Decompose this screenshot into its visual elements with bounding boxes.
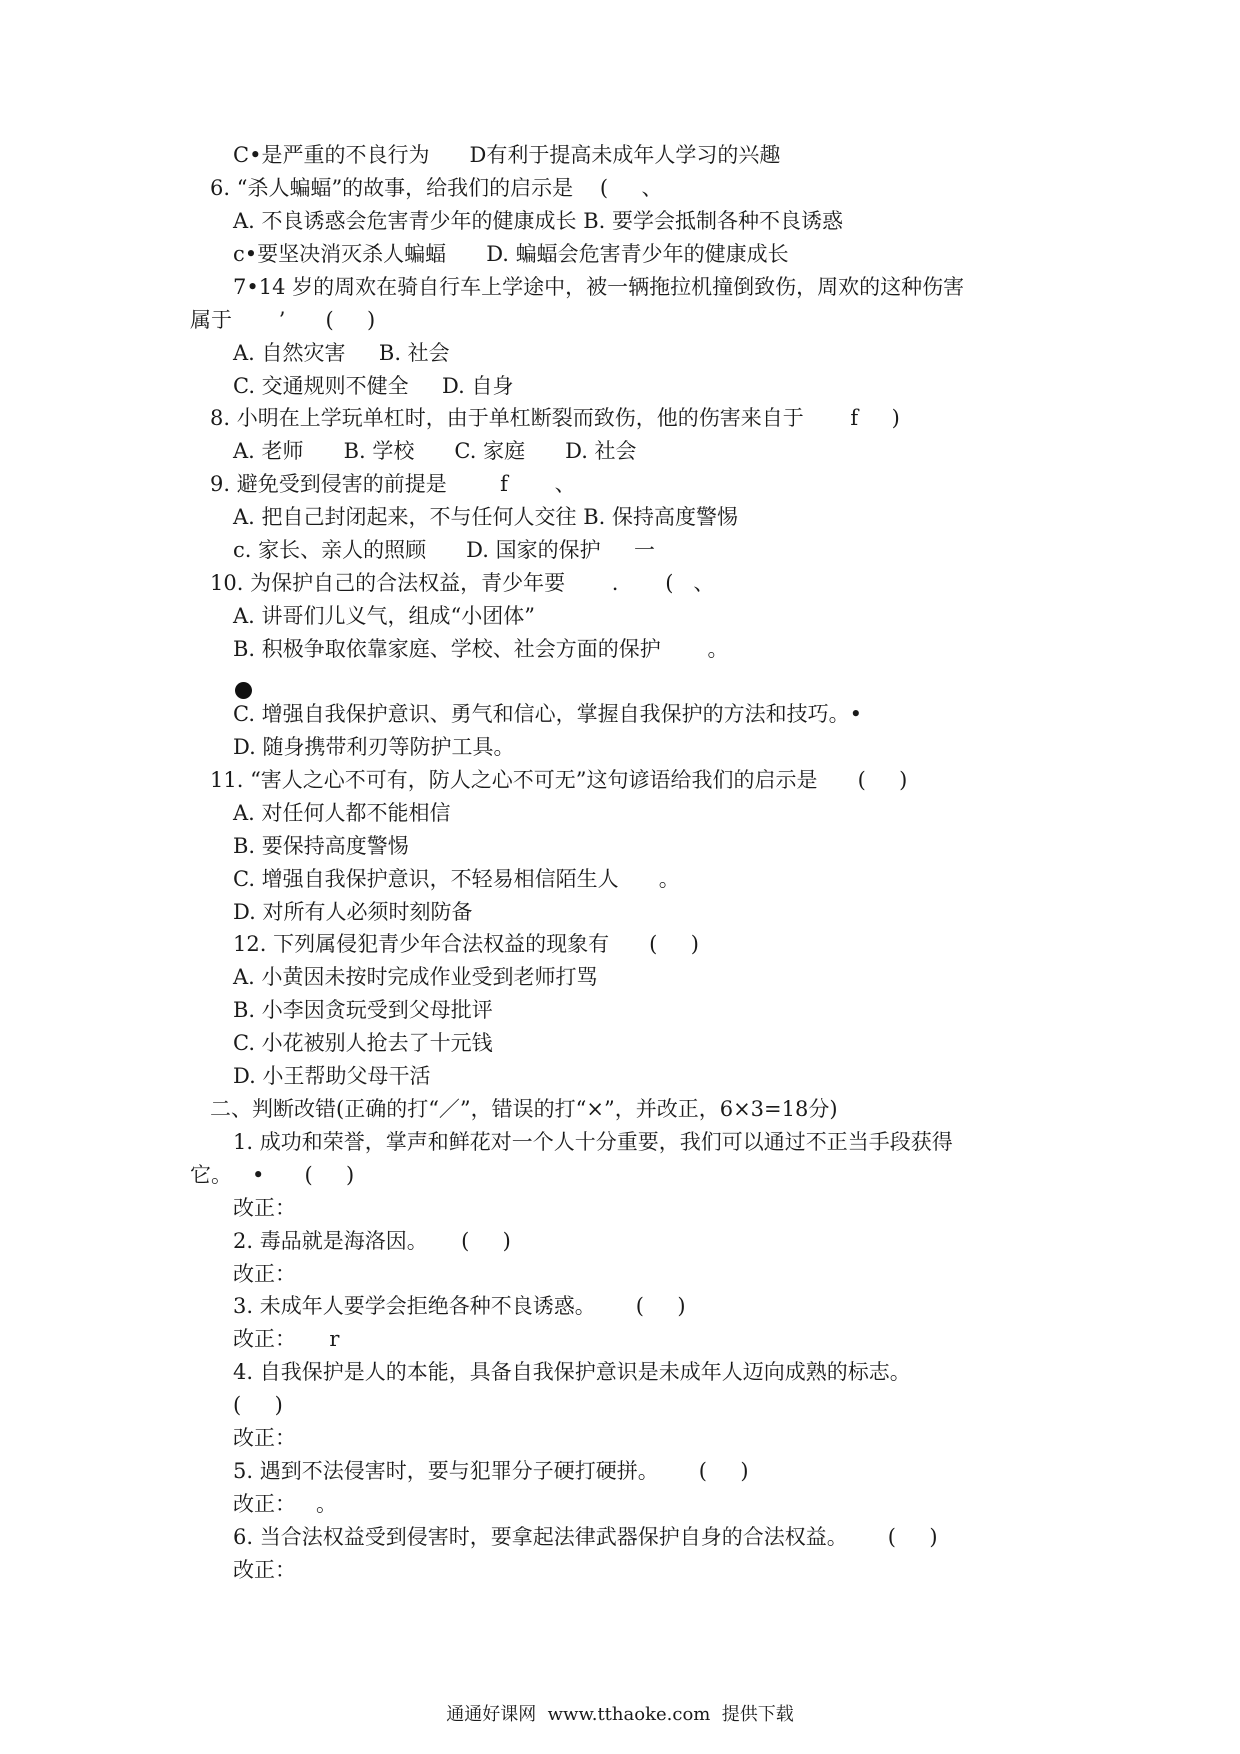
- text-line: D. 随身携带利刃等防护工具。: [233, 735, 515, 759]
- text-line: 2. 毒品就是海洛因。 ( ): [233, 1229, 511, 1253]
- text-line: C•是严重的不良行为 D有利于提高未成年人学习的兴趣: [233, 143, 781, 167]
- text-line: 改正：: [233, 1262, 296, 1286]
- text-line: 10. 为保护自己的合法权益，青少年要 . ( 、: [210, 571, 715, 595]
- text-line: 改正： r: [233, 1327, 340, 1351]
- text-line: 12. 下列属侵犯青少年合法权益的现象有 ( ): [233, 932, 699, 956]
- text-line: 属于 ’ ( ): [190, 308, 376, 332]
- text-line: c. 家长、亲人的照顾 D. 国家的保护 一: [233, 538, 655, 562]
- text-line: 改正： 。: [233, 1492, 338, 1516]
- text-line: 9. 避免受到侵害的前提是 f 、: [210, 472, 576, 496]
- text-line: ( ): [233, 1393, 283, 1417]
- page-footer: 通通好课网 www.tthaoke.com 提供下载: [446, 1704, 794, 1725]
- text-line: 7•14 岁的周欢在骑自行车上学途中，被一辆拖拉机撞倒致伤，周欢的这种伤害: [233, 275, 965, 299]
- text-line: C. 小花被别人抢去了十元钱: [233, 1031, 493, 1055]
- text-line: 改正：: [233, 1426, 296, 1450]
- text-line: 改正：: [233, 1558, 296, 1582]
- text-line: B. 小李因贪玩受到父母批评: [233, 998, 493, 1022]
- text-line: B. 积极争取依靠家庭、学校、社会方面的保护 。: [233, 637, 729, 661]
- text-line: 5. 遇到不法侵害时，要与犯罪分子硬打硬拼。 ( ): [233, 1459, 749, 1483]
- text-line: 6. “杀人蝙蝠”的故事，给我们的启示是 ( 、: [210, 176, 663, 200]
- bullet-dot-mark: [235, 682, 252, 699]
- text-line: A. 对任何人都不能相信: [233, 801, 451, 825]
- text-line: D. 对所有人必须时刻防备: [233, 900, 473, 924]
- text-line: A. 讲哥们儿义气，组成“小团体”: [233, 604, 535, 628]
- text-line: C. 增强自我保护意识，不轻易相信陌生人 。: [233, 867, 680, 891]
- text-line: B. 要保持高度警惕: [233, 834, 409, 858]
- text-line: A. 不良诱惑会危害青少年的健康成长 B. 要学会抵制各种不良诱惑: [233, 209, 843, 233]
- text-line: 改正：: [233, 1196, 296, 1220]
- text-line: 4. 自我保护是人的本能，具备自我保护意识是未成年人迈向成熟的标志。: [233, 1360, 911, 1384]
- text-line: 它。 • ( ): [190, 1163, 355, 1187]
- text-line: 1. 成功和荣誉，掌声和鲜花对一个人十分重要，我们可以通过不正当手段获得: [233, 1130, 953, 1154]
- text-line: A. 老师 B. 学校 C. 家庭 D. 社会: [233, 439, 637, 463]
- text-line: D. 小王帮助父母干活: [233, 1064, 431, 1088]
- text-line: A. 小黄因未按时完成作业受到老师打骂: [233, 965, 598, 989]
- text-line: 3. 未成年人要学会拒绝各种不良诱惑。 ( ): [233, 1294, 686, 1318]
- text-line: 6. 当合法权益受到侵害时，要拿起法律武器保护自身的合法权益。 ( ): [233, 1525, 938, 1549]
- text-line: C. 增强自我保护意识、勇气和信心，掌握自我保护的方法和技巧。•: [233, 702, 863, 726]
- text-line: C. 交通规则不健全 D. 自身: [233, 374, 514, 398]
- text-line: A. 自然灾害 B. 社会: [233, 341, 450, 365]
- text-line: 11. “害人之心不可有，防人之心不可无”这句谚语给我们的启示是 ( ): [210, 768, 908, 792]
- text-line: A. 把自己封闭起来，不与任何人交往 B. 保持高度警惕: [233, 505, 738, 529]
- text-line: c•要坚决消灭杀人蝙蝠 D. 蝙蝠会危害青少年的健康成长: [233, 242, 789, 266]
- text-line: 8. 小明在上学玩单杠时，由于单杠断裂而致伤，他的伤害来自于 f ): [210, 406, 900, 430]
- text-line: 二、判断改错(正确的打“／”，错误的打“×”，并改正，6×3=18分): [210, 1097, 838, 1121]
